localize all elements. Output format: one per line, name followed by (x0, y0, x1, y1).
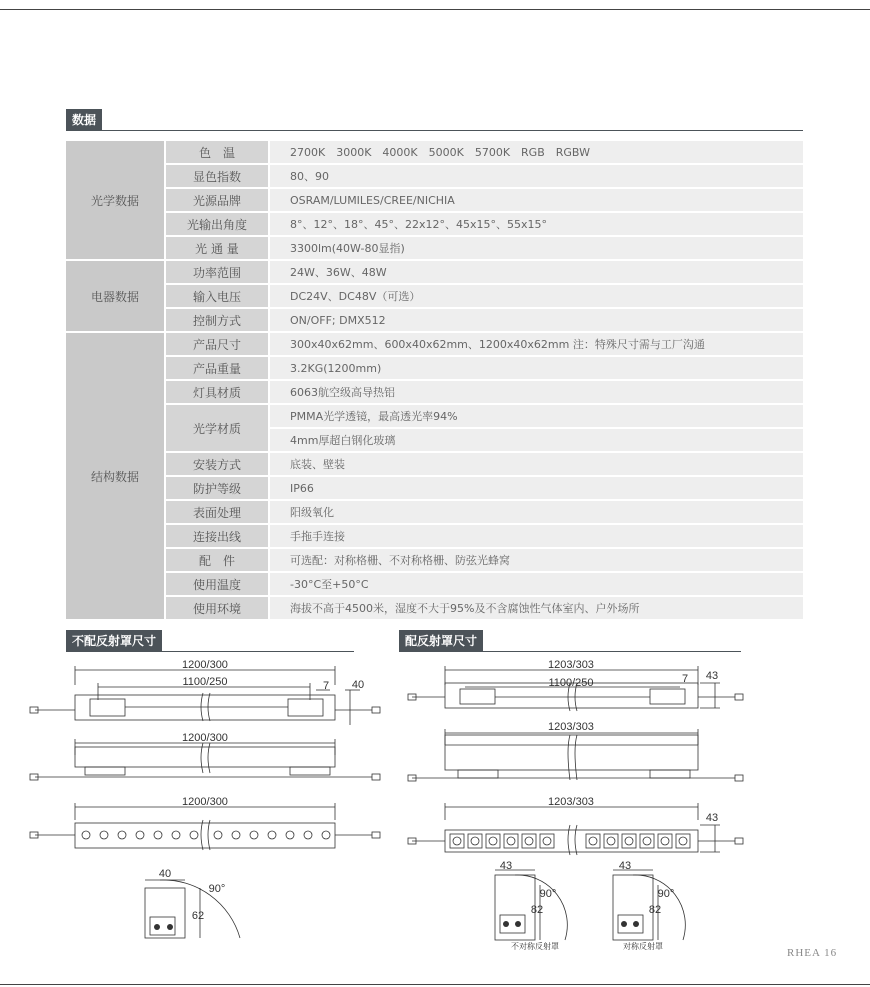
row-value: 80、90 (270, 165, 803, 189)
row-label: 使用环境 (166, 597, 270, 621)
table-row (66, 573, 803, 597)
dim-length: 1200/300 (182, 659, 228, 671)
row-value: 3.2KG(1200mm) (270, 357, 803, 381)
table-row (66, 381, 803, 405)
row-label: 光 通 量 (166, 237, 270, 261)
row-label: 输入电压 (166, 285, 270, 309)
page-number: 16 (824, 947, 838, 959)
top-rule (0, 9, 870, 10)
row-value: 手拖手连接 (270, 525, 803, 549)
dim-width: 43 (618, 860, 632, 872)
row-label: 防护等级 (166, 477, 270, 501)
group-label: 结构数据 (66, 333, 166, 621)
row-value: ON/OFF; DMX512 (270, 309, 803, 333)
row-value: 24W、36W、48W (270, 261, 803, 285)
dim-inner-length: 1100/250 (182, 676, 228, 688)
reflector-header (399, 630, 741, 652)
row-label: 使用温度 (166, 573, 270, 597)
dim-height: 43 (705, 670, 719, 682)
table-row (66, 237, 803, 261)
row-value: PMMA光学透镜，最高透光率94% (270, 405, 803, 429)
table-row (66, 525, 803, 549)
table-row (66, 141, 803, 165)
dim-length: 1200/300 (182, 796, 228, 808)
no-reflector-drawing (20, 655, 390, 945)
row-value: 3300lm(40W-80显指) (270, 237, 803, 261)
table-row (66, 501, 803, 525)
row-label: 色 温 (166, 141, 270, 165)
group-label: 光学数据 (66, 141, 166, 261)
caption-asymmetric: 不对称反射罩 (511, 942, 559, 951)
row-label: 控制方式 (166, 309, 270, 333)
row-label: 光学材质 (166, 405, 270, 453)
row-value: 8°、12°、18°、45°、22x12°、45x15°、55x15° (270, 213, 803, 237)
reflector-title: 配反射罩尺寸 (399, 630, 483, 652)
dim-angle: 90° (539, 888, 557, 900)
header-rule (483, 651, 741, 652)
row-label: 光输出角度 (166, 213, 270, 237)
row-label: 配 件 (166, 549, 270, 573)
bottom-rule (0, 984, 870, 985)
row-label: 显色指数 (166, 165, 270, 189)
dim-height: 43 (705, 812, 719, 824)
spec-table (66, 141, 803, 621)
data-section-header (66, 109, 803, 131)
table-row (66, 453, 803, 477)
table-row (66, 213, 803, 237)
dim-length: 1203/303 (548, 721, 594, 733)
row-label: 灯具材质 (166, 381, 270, 405)
row-value: -30°C至+50°C (270, 573, 803, 597)
dim-small: 7 (681, 673, 689, 685)
dim-profile-height: 82 (648, 904, 662, 916)
row-value: 底装、壁装 (270, 453, 803, 477)
row-label: 安装方式 (166, 453, 270, 477)
table-row (66, 333, 803, 357)
row-value: 阳级氧化 (270, 501, 803, 525)
row-label: 功率范围 (166, 261, 270, 285)
table-row (66, 405, 803, 429)
row-value: DC24V、DC48V（可选） (270, 285, 803, 309)
row-value: 6063航空级高导热铝 (270, 381, 803, 405)
table-row (66, 477, 803, 501)
dim-length: 1203/303 (548, 659, 594, 671)
row-label: 表面处理 (166, 501, 270, 525)
table-row (66, 165, 803, 189)
row-value: 海拔不高于4500米，湿度不大于95%及不含腐蚀性气体室内、户外场所 (270, 597, 803, 621)
row-value: 300x40x62mm、600x40x62mm、1200x40x62mm 注：特殊尺寸需与工厂沟通 (270, 333, 803, 357)
reflector-drawing (400, 655, 760, 955)
dim-angle: 90° (208, 883, 226, 895)
row-value: OSRAM/LUMILES/CREE/NICHIA (270, 189, 803, 213)
group-label: 电器数据 (66, 261, 166, 333)
no-reflector-title: 不配反射罩尺寸 (66, 630, 162, 652)
dim-length: 1200/300 (182, 732, 228, 744)
dim-profile-height: 62 (191, 910, 205, 922)
table-row (66, 309, 803, 333)
page-footer (787, 947, 837, 959)
table-row (66, 285, 803, 309)
row-value: 4mm厚超白钢化玻璃 (270, 429, 803, 453)
table-row (66, 549, 803, 573)
dim-width: 40 (158, 868, 172, 880)
header-rule (162, 651, 354, 652)
dim-inner-length: 1100/250 (548, 677, 594, 689)
row-label: 光源品牌 (166, 189, 270, 213)
row-value: 可选配：对称格栅、不对称格栅、防弦光蜂窝 (270, 549, 803, 573)
dim-length: 1203/303 (548, 796, 594, 808)
dim-angle: 90° (657, 888, 675, 900)
table-row (66, 597, 803, 621)
row-label: 产品尺寸 (166, 333, 270, 357)
caption-symmetric: 对称反射罩 (623, 942, 663, 951)
dim-height: 40 (351, 679, 365, 691)
table-row (66, 189, 803, 213)
header-rule (102, 130, 803, 131)
no-reflector-header (66, 630, 354, 652)
dim-small: 7 (322, 680, 330, 692)
brand-name: RHEA (787, 947, 821, 959)
row-label: 连接出线 (166, 525, 270, 549)
dim-profile-height: 82 (530, 904, 544, 916)
row-label: 产品重量 (166, 357, 270, 381)
data-section-title: 数据 (66, 109, 102, 131)
row-value: IP66 (270, 477, 803, 501)
table-row (66, 261, 803, 285)
table-row (66, 357, 803, 381)
row-value: 2700K 3000K 4000K 5000K 5700K RGB RGBW (270, 141, 803, 165)
dim-width: 43 (499, 860, 513, 872)
